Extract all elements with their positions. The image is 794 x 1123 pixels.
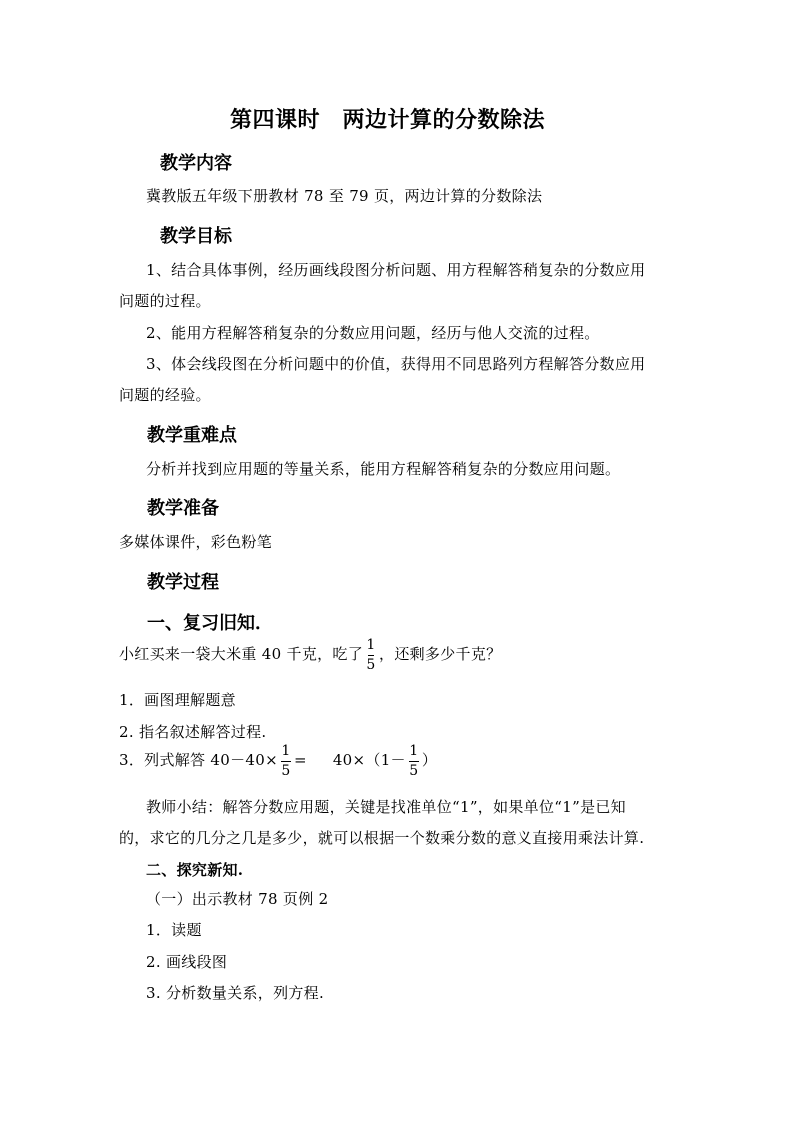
content-heading: 教学内容	[160, 153, 232, 174]
content-text: 冀教版五年级下册教材 78 至 79 页，两边计算的分数除法	[146, 187, 543, 205]
goal-3-line-2: 问题的经验。	[119, 386, 211, 404]
goal-1-line-2: 问题的过程。	[119, 292, 211, 310]
fraction-denominator: 5	[281, 763, 291, 779]
step-3-expression: 3．列式解答 40－40×	[119, 751, 278, 769]
fraction-bar	[368, 655, 374, 656]
fraction-denominator: 5	[366, 657, 376, 673]
explore-step-3: 3. 分析数量关系，列方程.	[146, 984, 325, 1002]
preparation-heading: 教学准备	[147, 498, 219, 519]
fraction-numerator: 1	[281, 743, 291, 759]
step-3-alt-expression: 40×（1－	[332, 751, 406, 769]
process-heading: 教学过程	[147, 572, 219, 593]
goal-3-line-1: 3、体会线段图在分析问题中的价值，获得用不同思路列方程解答分数应用	[146, 355, 646, 373]
fraction-one-fifth	[281, 743, 291, 779]
teacher-summary-line-2: 的，求它的几分之几是多少，就可以根据一个数乘分数的意义直接用乘法计算.	[119, 829, 645, 847]
goal-2: 2、能用方程解答稍复杂的分数应用问题，经历与他人交流的过程。	[146, 324, 600, 342]
goals-heading: 教学目标	[160, 226, 232, 247]
review-step-1: 1．画图理解题意	[119, 691, 236, 709]
page-title: 第四课时 两边计算的分数除法	[230, 107, 546, 133]
step-3-equals: =	[293, 751, 307, 769]
fraction-numerator: 1	[409, 743, 419, 759]
explore-sub-1: （一）出示教材 78 页例 2	[146, 890, 329, 908]
review-problem	[119, 637, 501, 673]
review-heading: 一、复习旧知．	[147, 613, 273, 634]
review-step-3	[119, 743, 437, 779]
key-points-text: 分析并找到应用题的等量关系，能用方程解答稍复杂的分数应用问题。	[146, 460, 621, 478]
review-step-2: 2. 指名叙述解答过程.	[119, 723, 267, 741]
explore-step-2: 2. 画线段图	[146, 953, 228, 971]
fraction-bar	[409, 761, 419, 762]
preparation-text: 多媒体课件，彩色粉笔	[119, 533, 273, 551]
goal-1-line-1: 1、结合具体事例，经历画线段图分析问题、用方程解答稍复杂的分数应用	[146, 261, 646, 279]
explore-heading: 二、探究新知.	[146, 861, 244, 879]
explore-step-1: 1．读题	[146, 921, 202, 939]
problem-text-after: ，还剩多少千克？	[379, 645, 502, 663]
fraction-bar	[281, 761, 291, 762]
problem-text-before: 小红买来一袋大米重 40 千克，吃了	[119, 645, 364, 663]
teacher-summary-line-1: 教师小结：解答分数应用题，关键是找准单位“1”，如果单位“1”是已知	[146, 798, 626, 816]
step-3-close: ）	[421, 751, 438, 769]
fraction-one-fifth	[409, 743, 419, 779]
fraction-denominator: 5	[409, 763, 419, 779]
fraction-one-fifth	[366, 637, 376, 673]
key-points-heading: 教学重难点	[147, 425, 237, 446]
fraction-numerator: 1	[366, 637, 376, 653]
